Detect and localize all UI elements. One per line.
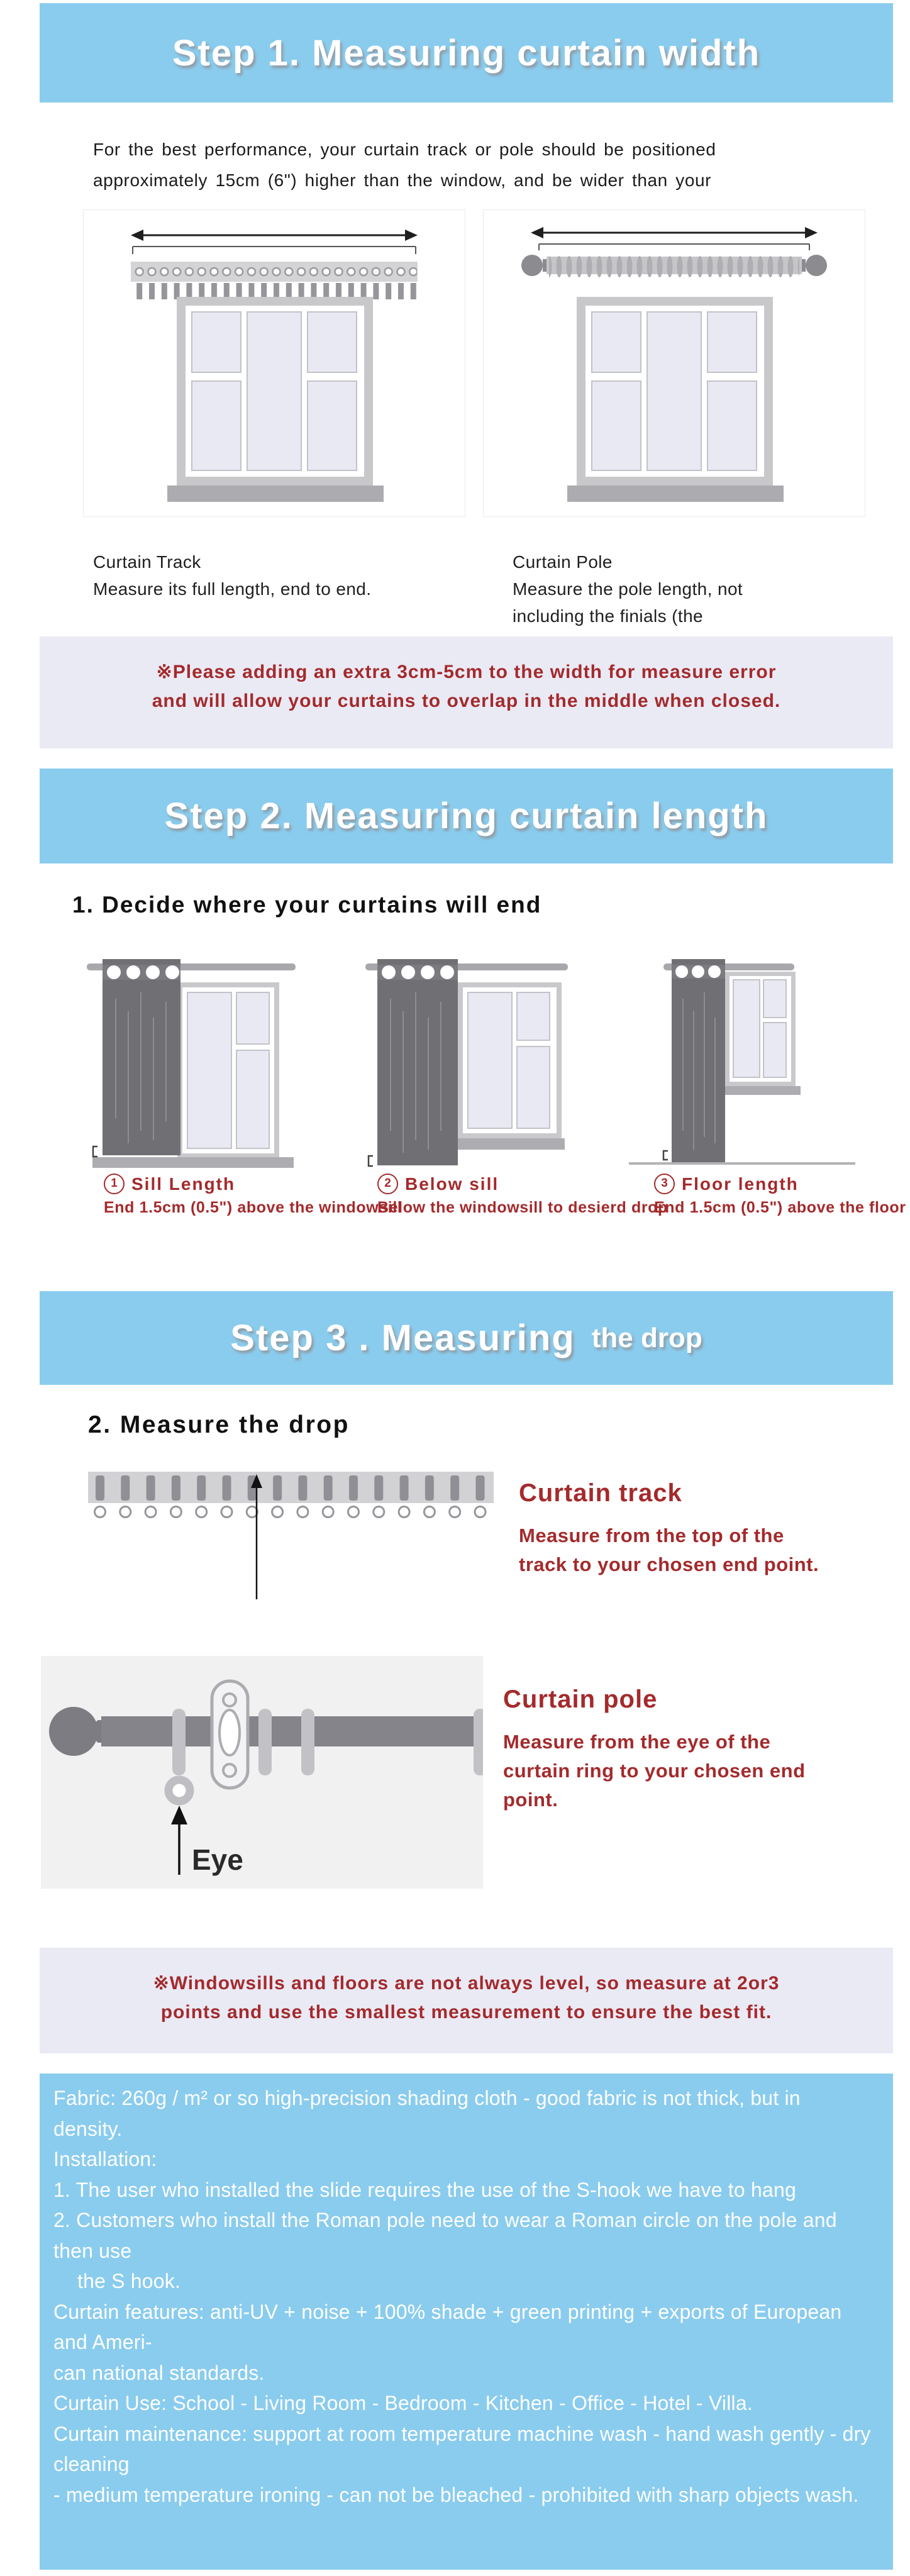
info-line-maintenance-2: - medium temperature ironing - can not be bleached - prohibited with sharp objects wash.	[53, 2483, 859, 2506]
curtain-track-note-body: Measure from the top of the track to your chosen end point.	[519, 1524, 819, 1575]
info-line-features: Curtain features: anti-UV + noise + 100% shade + green printing + exports of European and Ameri-	[53, 2300, 842, 2353]
intro-line-1: For the best performance, your curtain track or pole should be positioned	[93, 140, 716, 159]
below-sill-diagram	[362, 955, 575, 1175]
window-icon	[567, 297, 784, 502]
window-track-illustration	[84, 210, 465, 516]
circled-number-icon: 3	[654, 1174, 675, 1194]
sill-length-desc: End 1.5cm (0.5") above the windowsill	[104, 1199, 402, 1216]
curtain-track-note-title: Curtain track	[519, 1479, 682, 1507]
curtain-icon	[672, 959, 725, 1162]
floor-line	[629, 1162, 855, 1165]
product-info-panel	[40, 2074, 893, 2570]
window-pole-illustration	[484, 210, 865, 516]
width-note-line2: and will allow your curtains to overlap in the middle when closed.	[152, 691, 781, 711]
step3-banner-title: Step 3 . Measuring	[230, 1318, 575, 1358]
eye-ring-icon	[169, 1780, 190, 1801]
track-drop-figure	[88, 1470, 494, 1606]
curtain-pole-note-title: Curtain pole	[503, 1685, 658, 1713]
eye-label: Eye	[192, 1843, 243, 1876]
curtain-track-drop-illustration	[88, 1470, 494, 1602]
info-line-use: Curtain Use: School - Living Room - Bedroom - Kitchen - Office - Hotel - Villa.	[53, 2392, 753, 2414]
floor-length-caption	[654, 1174, 906, 1217]
curtain-track-note	[519, 1479, 819, 1579]
curtain-pole-caption	[513, 548, 743, 630]
curtain-pole-caption-line2: including the finials (the	[513, 606, 704, 626]
circled-number-icon: 1	[104, 1174, 125, 1194]
level-note	[40, 1948, 893, 2053]
curtain-track-caption-line: Measure its full length, end to end.	[93, 579, 372, 599]
width-note-line1: ※Please adding an extra 3cm-5cm to the width for measure error	[156, 662, 777, 682]
window-icon	[167, 297, 384, 502]
circled-number-icon: 2	[377, 1174, 398, 1194]
curtain-pole-note-body: Measure from the eye of the curtain ring to your chosen end point.	[503, 1731, 806, 1811]
curtain-track-caption-title: Curtain Track	[93, 552, 201, 572]
measure-bracket-icon	[93, 1146, 97, 1157]
curtain-pole-icon	[521, 247, 827, 284]
curtain-pole-caption-title: Curtain Pole	[513, 552, 613, 572]
step1-banner	[40, 3, 893, 103]
info-line-install-2b: the S hook.	[77, 2270, 181, 2292]
intro-line-2: approximately 15cm (6") higher than the window, and be wider than your	[93, 170, 712, 190]
wall-bracket-icon	[212, 1681, 248, 1788]
window-icon	[717, 972, 801, 1095]
info-line-installation: Installation:	[53, 2148, 157, 2170]
step3-banner-subtitle: the drop	[591, 1322, 702, 1353]
level-note-line2: points and use the smallest measurement to ensure the best fit.	[160, 2002, 772, 2023]
info-line-maintenance: Curtain maintenance: support at room temperature machine wash - hand wash gently - dry cleaning	[53, 2422, 871, 2475]
step2-heading: 1. Decide where your curtains will end	[72, 892, 542, 918]
width-dimension-arrow	[131, 230, 418, 254]
curtain-icon	[103, 959, 180, 1155]
curtain-pole-caption-line1: Measure the pole length, not	[513, 579, 743, 599]
measure-bracket-icon	[663, 1151, 668, 1160]
info-line-install-1: 1. The user who installed the slide requires the use of the S-hook we have to hang	[53, 2178, 796, 2201]
level-note-line1: ※Windowsills and floors are not always level, so measure at 2or3	[153, 1973, 780, 1994]
below-sill-illustration	[362, 955, 575, 1172]
info-line-install-2: 2. Customers who install the Roman pole need to wear a Roman circle on the pole and then use	[53, 2209, 837, 2262]
step2-banner-title: Step 2. Measuring curtain length	[164, 796, 769, 836]
curtain-pole-drop-illustration	[41, 1656, 483, 1889]
below-sill-caption	[377, 1174, 668, 1217]
step1-banner-title: Step 1. Measuring curtain width	[172, 32, 761, 74]
floor-length-desc: End 1.5cm (0.5") above the floor	[654, 1199, 906, 1216]
curtain-track-caption	[93, 548, 371, 602]
floor-length-title: 3 Floor length	[654, 1174, 906, 1194]
measure-bracket-icon	[369, 1156, 373, 1166]
intro-paragraph	[93, 134, 848, 196]
floor-length-diagram	[629, 955, 855, 1175]
curtain-icon	[377, 959, 458, 1165]
info-line-fabric: Fabric: 260g / m² or so high-precision shading cloth - good fabric is not thick, but in density.	[53, 2087, 801, 2140]
curtain-track-icon	[131, 262, 418, 301]
step3-banner	[40, 1291, 893, 1385]
sill-length-illustration	[83, 955, 297, 1172]
pole-drop-figure	[41, 1656, 483, 1892]
sill-length-diagram	[83, 955, 297, 1175]
curtain-pole-diagram-box	[483, 209, 865, 517]
below-sill-title: 2 Below sill	[377, 1174, 668, 1194]
floor-length-illustration	[629, 955, 855, 1172]
curtain-pole-note	[503, 1685, 806, 1814]
width-note	[40, 636, 893, 748]
step2-banner	[40, 769, 893, 863]
step3-heading: 2. Measure the drop	[88, 1411, 350, 1438]
below-sill-desc: Below the windowsill to desierd drop	[377, 1199, 668, 1216]
info-line-features-2: can national standards.	[53, 2361, 265, 2384]
curtain-track-diagram-box	[83, 209, 465, 517]
sill-length-title: 1 Sill Length	[104, 1174, 402, 1194]
sill-length-caption	[104, 1174, 402, 1217]
